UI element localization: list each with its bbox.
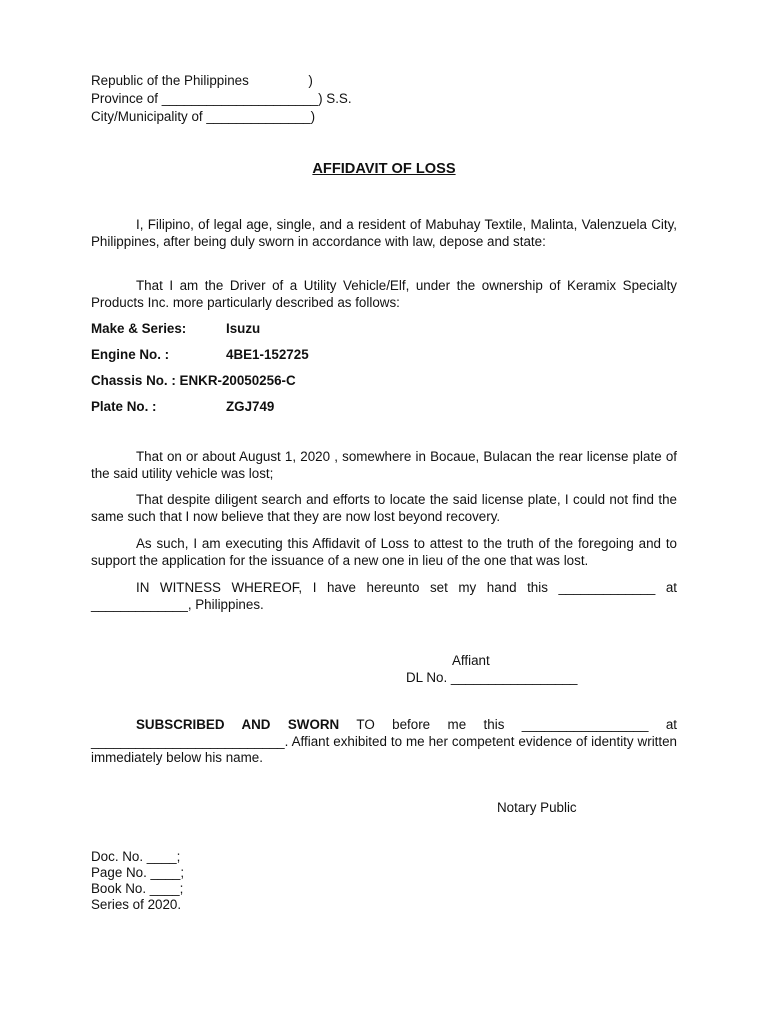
plate-value: ZGJ749 bbox=[226, 399, 275, 414]
document-title: AFFIDAVIT OF LOSS bbox=[312, 161, 456, 177]
paragraph-search: That despite diligent search and efforts to locate the said license plate, I could not find the same such that I now believe that they are now lost beyond recovery. bbox=[91, 492, 677, 524]
make-label: Make & Series: bbox=[91, 321, 187, 336]
dl-number-line: DL No. _________________ bbox=[406, 670, 578, 685]
jurat-bold-text: SUBSCRIBED AND SWORN bbox=[136, 717, 340, 732]
paragraph-driver: That I am the Driver of a Utility Vehicle/Elf, under the ownership of Keramix Specialty Products Inc. more particularly described as follows: bbox=[91, 278, 677, 310]
paragraph-purpose: As such, I am executing this Affidavit of Loss to attest to the truth of the foregoing and to support the application for the issuance of a new one in lieu of the one that was lost. bbox=[91, 536, 677, 568]
jurat-paragraph bbox=[91, 717, 677, 767]
plate-label: Plate No. : bbox=[91, 399, 157, 414]
make-value: Isuzu bbox=[226, 321, 261, 336]
header-republic: Republic of the Philippines ) bbox=[91, 73, 313, 88]
chassis-line: Chassis No. : ENKR-20050256-C bbox=[91, 373, 296, 388]
notary-public-label: Notary Public bbox=[497, 800, 577, 815]
header-city: City/Municipality of ______________) bbox=[91, 109, 316, 124]
footer-series: Series of 2020. bbox=[91, 897, 182, 912]
footer-doc-no: Doc. No. ____; bbox=[91, 849, 181, 864]
affiant-label: Affiant bbox=[452, 653, 490, 668]
engine-label: Engine No. : bbox=[91, 347, 170, 362]
paragraph-witness: IN WITNESS WHEREOF, I have hereunto set my hand this _____________ at _____________, Philippines. bbox=[91, 580, 677, 612]
paragraph-loss: That on or about August 1, 2020 , somewhere in Bocaue, Bulacan the rear license plate of the said utility vehicle was lost; bbox=[91, 449, 677, 481]
paragraph-intro: I, Filipino, of legal age, single, and a resident of Mabuhay Textile, Malinta, Valenzuela City, Philippines, after being duly sworn in accordance with law, depose and state: bbox=[91, 217, 677, 249]
jurat-text: TO before me this _________________ at __________________________. Affiant exhibited to me her competent evidence of identity written immediately below his name. bbox=[91, 717, 677, 766]
header-province: Province of _____________________) S.S. bbox=[91, 91, 352, 106]
footer-page-no: Page No. ____; bbox=[91, 865, 185, 880]
engine-value: 4BE1-152725 bbox=[226, 347, 309, 362]
footer-book-no: Book No. ____; bbox=[91, 881, 184, 896]
